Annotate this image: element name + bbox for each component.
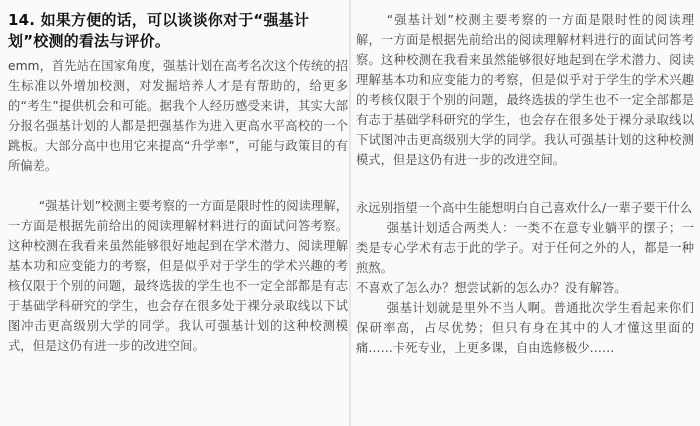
right-paragraph-4: 不喜欢了怎么办？想尝试新的怎么办？没有解答。 — [356, 281, 627, 295]
right-paragraph-5: 强基计划就是里外不当人啊。普通批次学生看起来你们保研率高，占尽优势；但只有身在其中的人才懂这里面的痛……卡死专业，上更多课，自由选修极少…… — [356, 301, 694, 355]
right-paragraph-2: 永远别指望一个高中生能想明白自己喜欢什么/一辈子要干什么 — [356, 201, 693, 215]
right-column — [356, 0, 694, 358]
column-divider — [349, 0, 351, 426]
question-heading: 14. 如果方便的话，可以谈谈你对于“强基计划”校测的看法与评价。 — [8, 11, 310, 50]
right-paragraph-3: 强基计划适合两类人：一类不在意专业躺平的摆子；一类是专心学术有志于此的学子。对于任何之外的人，都是一种煎熬。 — [356, 221, 694, 275]
right-paragraph-1: “强基计划”校测主要考察的一方面是限时性的阅读理解，一方面是根据先前给出的阅读理解材料进行的面试问答考察。这种校测在我看来虽然能够很好地起到在学术潜力、阅读理解基本功和应变能力的考察，但是似乎对于学生的学术兴趣的考核仅限于个别的问题，最终选拔的学生也不一定全部都是有志于基础学科研究的学生，也会存在很多处于裸分录取线以下试图冲击更高级别大学的同学。我认可强基计划的这种校测模式，但是这仍有进一步的改进空间。 — [356, 13, 694, 167]
left-column — [8, 0, 348, 356]
answer-paragraph-2: “强基计划”校测主要考察的一方面是限时性的阅读理解，一方面是根据先前给出的阅读理解材料进行的面试问答考察。这种校测在我看来虽然能够很好地起到在学术潜力、阅读理解基本功和应变能力的考察，但是似乎对于学生的学术兴趣的考核仅限于个别的问题，最终选拔的学生也不一定全部都是有志于基础学科研究的学生，也会存在很多处于裸分录取线以下试图冲击更高级别大学的同学。我认可强基计划的这种校测模式，但是这仍有进一步的改进空间。 — [8, 199, 348, 353]
answer-paragraph-1: emm，首先站在国家角度，强基计划在高考名次这个传统的招生标准以外增加校测，对发掘培养人才是有帮助的，给更多的“考生”提供机会和可能。据我个人经历感受来讲，其实大部分报名强基计划的人都是把强基作为进入更高水平高校的一个跳板。大部分高中也用它来提高“升学率”，可能与政策目的有所偏差。 — [8, 59, 348, 173]
